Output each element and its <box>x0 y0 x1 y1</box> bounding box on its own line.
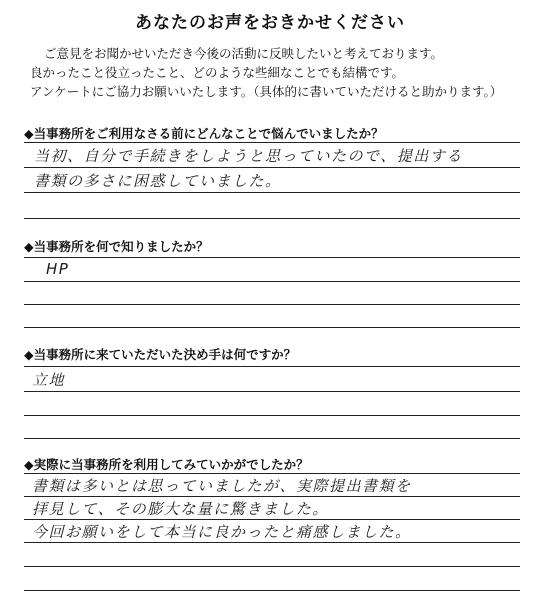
intro-line-2: 良かったこと役立ったこと、どのような些細なことでも結構です。 <box>30 65 405 80</box>
question-4-label: ◆実際に当事務所を利用してみていかがでしたか？ <box>24 457 309 472</box>
answer-box-4 <box>24 473 520 594</box>
question-1-label: ◆当事務所をご利用なさる前にどんなことで悩んでいましたか？ <box>24 126 384 141</box>
page-title: あなたのお声をおきかせください <box>135 13 405 33</box>
answer-line <box>24 415 520 416</box>
answer-line <box>24 167 520 168</box>
answer-4-line-2: 拝見して、その膨大な量に驚きました。 <box>32 500 329 518</box>
intro-line-1: ご意見をお聞かせいただき今後の活動に反映したいと考えております。 <box>44 46 444 61</box>
answer-2-line-1: HP <box>46 260 70 278</box>
answer-line <box>24 542 520 543</box>
answer-line <box>24 391 520 392</box>
answer-line <box>24 566 520 567</box>
intro-line-3: アンケートにご協力お願いいたします。（具体的に書いていただけると助かります。） <box>30 84 503 99</box>
answer-line <box>24 327 520 328</box>
answer-3-line-1: 立地 <box>32 371 66 389</box>
answer-box-3 <box>24 366 520 439</box>
answer-line <box>24 519 520 520</box>
answer-4-line-3: 今回お願いをして本当に良かったと痛感しました。 <box>32 523 412 541</box>
question-2-label: ◆当事務所を何で知りましたか？ <box>24 239 209 254</box>
answer-box-1 <box>24 142 520 219</box>
answer-line <box>24 304 520 305</box>
answer-line <box>24 218 520 219</box>
question-3-label: ◆当事務所に来ていただいた決め手は何ですか？ <box>24 347 297 362</box>
answer-1-line-2: 書類の多さに困惑していました。 <box>34 172 282 190</box>
answer-4-line-1: 書類は多いとは思っていましたが、実際提出書類を <box>32 477 412 495</box>
answer-line <box>24 590 520 591</box>
answer-box-2 <box>24 257 520 328</box>
answer-line <box>24 192 520 193</box>
answer-line <box>24 438 520 439</box>
answer-1-line-1: 当初、自分で手続きをしようと思っていたので、提出する <box>34 147 463 165</box>
answer-line <box>24 496 520 497</box>
answer-line <box>24 281 520 282</box>
intro-text <box>30 44 530 101</box>
